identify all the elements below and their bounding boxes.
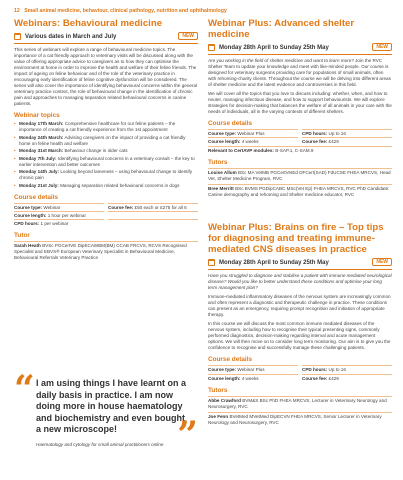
divider	[14, 43, 198, 44]
course-details-heading: Course details	[14, 193, 59, 201]
quote-attribution: Haematology and cytology for small animal practitioners online	[36, 441, 164, 447]
detail-cpd-hours: CPD hours: Up to 16	[302, 365, 392, 373]
course-date-row	[208, 43, 392, 52]
course-details	[208, 129, 392, 145]
tutor-name: Bree Merritt	[208, 186, 234, 192]
course-intro: Have you struggled to diagnose and stabilise a patient with immune mediated neurological disease? Would you like to better understand these conditions and optimise your long term management plan?	[208, 273, 392, 291]
course-date: Monday 28th April to Sunday 25th May	[219, 44, 329, 51]
calendar-icon	[14, 33, 21, 40]
tutors-heading: Tutors	[208, 386, 228, 394]
tutor-name: Joe Fenn	[208, 413, 229, 419]
course-date-row	[208, 258, 392, 267]
list-item: • Monday 31st March: Behaviour change in older cats	[14, 148, 198, 154]
course-details-heading: Course details	[208, 356, 253, 364]
new-badge: NEW	[178, 32, 198, 40]
list-item: • Monday 17th March: Comprehensive healthcare for our feline patients – the importance of creating a cat friendly experience from the 1st appointment	[14, 121, 198, 133]
tutor-info: Bree Merritt BSc BVMS PGDipCABC MSc(Vet Ep) FHEA MRCVS, RVC PhD Candidate: Canine demography and rehoming and Shelter medicine educator, RVC	[208, 184, 392, 198]
tutor-info: Louise Allum BSc MA VetMB PGCertVetEd DFCert(SAD) FdUCSE FHEA MRCVS, Head Vet, Shelter Medicine Program, RVC	[208, 170, 391, 182]
course-details	[14, 203, 198, 228]
course-title: Webinars: Behavioural medicine	[14, 18, 163, 29]
page-header	[14, 8, 227, 14]
detail-empty	[108, 211, 198, 219]
quote-close-icon: ”	[177, 414, 198, 456]
course-date: Monday 28th April to Sunday 25th May	[219, 259, 329, 266]
detail-cpd-hours: CPD hours: 1 per webinar	[14, 219, 104, 227]
new-badge: NEW	[372, 43, 392, 51]
course-intro: Are you working in the field of shelter medicine and want to learn more? Join the RVC Shelter Team to update your knowledge and meet with like-minded people. Our course is designed for veterinary surgeons providing care for populations of small animals, often with rehoming-charity clients. Throughout the course we will be delving into different areas of shelter medicine and the latest evidence and controversies in this field.	[208, 58, 391, 87]
detail-course-length: Course length: 4 weeks	[208, 374, 298, 382]
tutor-heading: Tutor	[14, 232, 30, 240]
course-description: In this course we will discuss the most common immune mediated diseases of the nervous system, including how to recognise their typical presenting signs, commonly performed diagnostics, decision-making regarding interval and acute management options. We will then move on to consider long term monitoring. Our aim is to give you the confidence to recognise and successfully manage these challenging patients.	[208, 321, 391, 351]
course-description: We will cover all the topics that you love to discuss including: whether, when, and how to neuter, managing infectious disease, and how to support behaviourists. We will explore strategies for decision-making that balances the welfare of all animals in your care with the needs of individuals, all in the varying contexts of different shelters.	[208, 91, 392, 114]
tutor-info: Joe Fenn BVetMed MVetMed DipECVN FHEA MRCVS, Senior Lecturer in Veterinary Neurology and Neurosurgery, RVC	[208, 412, 392, 426]
section-title: Small animal medicine, behaviour, clinical pathology, nutrition and ophthalmology	[24, 8, 227, 14]
course-title: Webinar Plus: Advanced shelter medicine	[208, 18, 355, 40]
detail-course-type: Course type: Webinar	[14, 203, 104, 211]
tutors-heading: Tutors	[208, 159, 228, 167]
quote-text: I am using things I have learnt on a daily basis in practice. I am now doing more in house haematology and biochemistry and even bought a new microscope!	[36, 378, 187, 434]
testimonial-quote	[14, 368, 198, 456]
quote-open-icon: “	[14, 368, 35, 410]
detail-course-length: Course length: 4 weeks	[208, 137, 298, 145]
list-item: • Monday 21st July: Managing separation related behavioural concerns in dogs	[14, 183, 198, 189]
detail-course-fee: Course fee: £50 each or £275 for all 6	[108, 203, 198, 211]
list-item: • Monday 24th March: Advising caregivers on the impact of providing a cat friendly home on feline health and welfare	[14, 135, 198, 147]
calendar-icon	[208, 44, 215, 51]
topics-list	[14, 121, 198, 189]
course-description: Immune-mediated inflammatory diseases of the nervous system are increasingly common and often represent a diagnostic and therapeutic challenge in practice. These conditions can present as an emergency, requiring prompt recognition and initiation of appropriate therapy.	[208, 294, 391, 318]
page-number: 12	[14, 8, 20, 14]
course-shelter-medicine	[208, 18, 392, 198]
detail-empty	[108, 219, 198, 227]
course-details-heading: Course details	[208, 120, 253, 127]
new-badge: NEW	[372, 258, 392, 266]
divider	[208, 54, 392, 55]
relevant-modules: Relevant to CertAVP modules: B-SAP.1, C-SAM.9	[208, 146, 392, 154]
list-item: • Monday 7th July: Identifying behavioural concerns in a veterinary consult – the key to earlier intervention and better outcomes	[14, 156, 198, 168]
left-column	[14, 18, 198, 261]
detail-course-type: Course type: Webinar Plus	[208, 365, 298, 373]
detail-cpd-hours: CPD hours: Up to 16	[302, 129, 392, 137]
tutor-info: Abbe Crawford BVM&S BSc PhD FHEA MRCVS, Lecturer in Veterinary Neurology and Neurosurgery, RVC	[208, 396, 392, 410]
right-column	[208, 18, 392, 426]
topics-heading: Webinar topics	[14, 112, 60, 119]
course-intro: This series of webinars will explore a range of behavioural medicine topics. The importance of a cat friendly approach to veterinary visits will be discussed along with the value of offering appropriate advice to caregivers as to how they can optimise the environment at home in order to improve the health and welfare of their feline friends. The impact of ageing on feline behaviour and of the role of the veterinary practice in encouraging early identification of feline cognitive dysfunction will be considered. The series will also cover the importance of identifying behavioural concerns within the general veterinary practice context, the role of behavioural change in the identification of chronic pain and approaches to managing separation related behavioural concerns in canine patients.	[14, 47, 198, 106]
detail-course-length: Course length: 1 hour per webinar	[14, 211, 104, 219]
divider	[208, 269, 392, 270]
tutor-name: Abbe Crawford	[208, 397, 241, 403]
detail-course-type: Course type: Webinar Plus	[208, 129, 298, 137]
tutor-name: Sarah Heath	[14, 243, 41, 249]
course-brains-on-fire	[208, 222, 392, 425]
course-title: Webinar Plus: Brains on fire – Top tips for diagnosing and treating immune-mediated CNS diseases in practice	[208, 222, 384, 256]
list-item: • Monday 14th July: Looking beyond lameness – using behavioural change to identify chronic pain	[14, 169, 198, 181]
calendar-icon	[208, 259, 215, 266]
detail-course-fee: Course fee: £429	[302, 137, 392, 145]
course-details	[208, 365, 392, 381]
tutor-info: Sarah Heath BVSc PGCertVE DipECAWBM(BM) CCAB FRCVS, RCVS Recognised Specialist and EBVS® European Veterinary Specialist in Behavioural Medicine, Behavioural Referrals Veterinary Practice	[14, 241, 198, 261]
tutor-name: Louise Allum	[208, 170, 237, 176]
detail-course-fee: Course fee: £429	[302, 374, 392, 382]
course-date: Various dates in March and July	[25, 33, 117, 40]
course-date-row	[14, 32, 198, 41]
